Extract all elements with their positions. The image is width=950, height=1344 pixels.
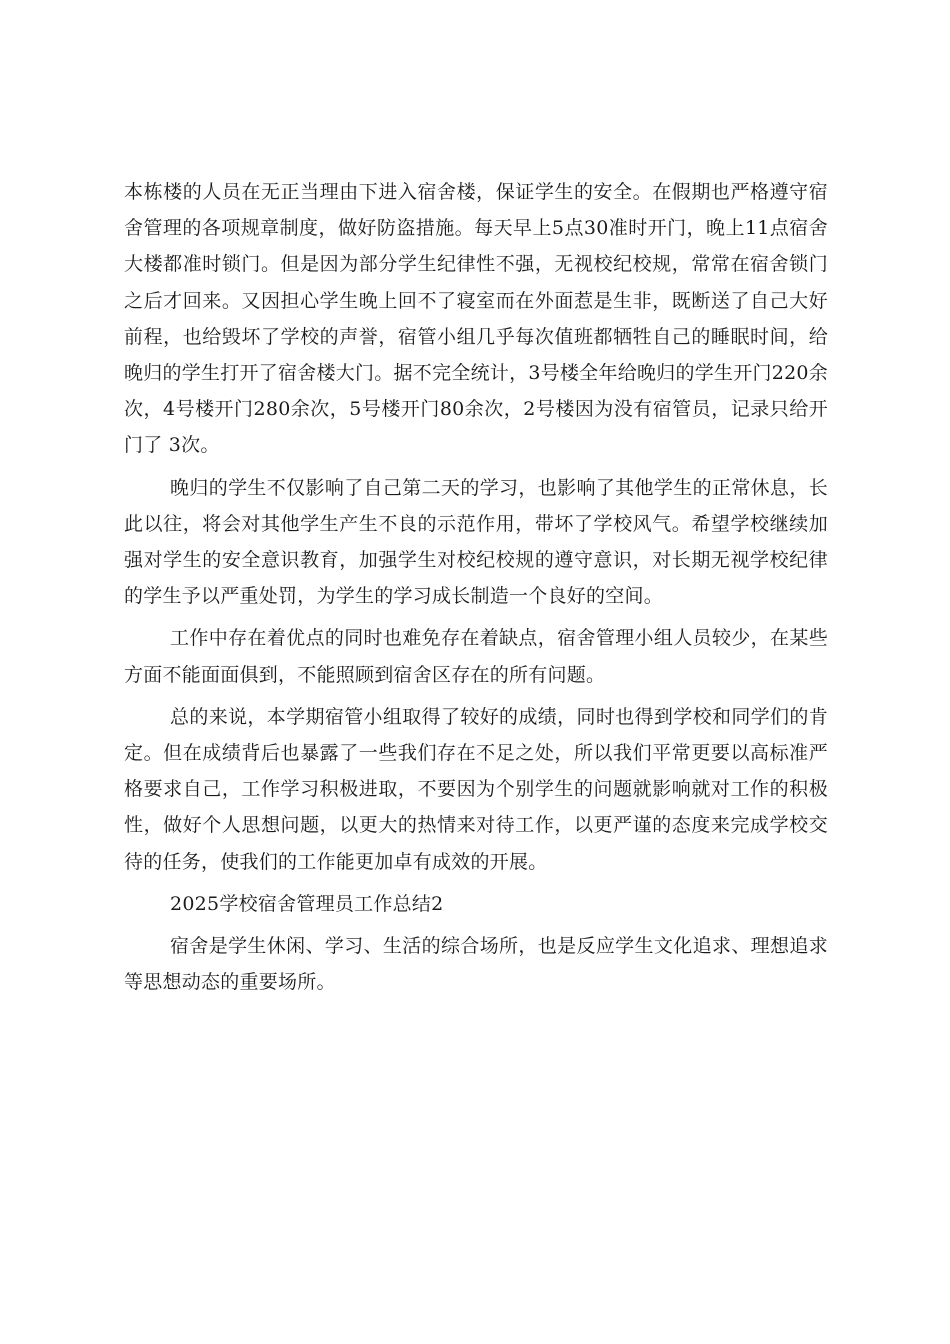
- paragraph-summary: 总的来说，本学期宿管小组取得了较好的成绩，同时也得到学校和同学们的肯定。但在成绩背后也暴露了一些我们存在不足之处，所以我们平常更要以高标准严格要求自己，工作学习积极进取，不要因为个别学生的问题就影响就对工作的积极性，做好个人思想问题，以更大的热情来对待工作，以更严谨的态度来完成学校交待的任务，使我们的工作能更加卓有成效的开展。: [124, 705, 828, 873]
- section-heading: 2025学校宿舍管理员工作总结2: [170, 892, 444, 915]
- paragraph-security-record: 本栋楼的人员在无正当理由下进入宿舍楼，保证学生的安全。在假期也严格遵守宿舍管理的各项规章制度，做好防盗措施。每天早上5点30准时开门，晚上11点宿舍大楼都准时锁门。但是因为部分学生纪律性不强，无视校纪校规，常常在宿舍锁门之后才回来。又因担心学生晚上回不了寝室而在外面惹是生非，既断送了自己大好前程，也给毁坏了学校的声誉，宿管小组几乎每次值班都牺牲自己的睡眠时间，给晚归的学生打开了宿舍楼大门。据不完全统计，3号楼全年给晚归的学生开门220余次，4号楼开门280余次，5号楼开门80余次，2号楼因为没有宿管员，记录只给开门了 3次。: [124, 181, 828, 457]
- paragraph-shortcomings: 工作中存在着优点的同时也难免存在着缺点，宿舍管理小组人员较少，在某些方面不能面面俱到，不能照顾到宿舍区存在的所有问题。: [124, 627, 828, 686]
- paragraph-dormitory-intro: 宿舍是学生休闲、学习、生活的综合场所，也是反应学生文化追求、理想追求等思想动态的重要场所。: [124, 935, 828, 994]
- paragraph-late-return-impact: 晚归的学生不仅影响了自己第二天的学习，也影响了其他学生的正常休息，长此以往，将会对其他学生产生不良的示范作用，带坏了学校风气。希望学校继续加强对学生的安全意识教育，加强学生对校纪校规的遵守意识，对长期无视学校纪律的学生予以严重处罚，为学生的学习成长制造一个良好的空间。: [124, 476, 828, 608]
- document-body: [124, 174, 828, 1006]
